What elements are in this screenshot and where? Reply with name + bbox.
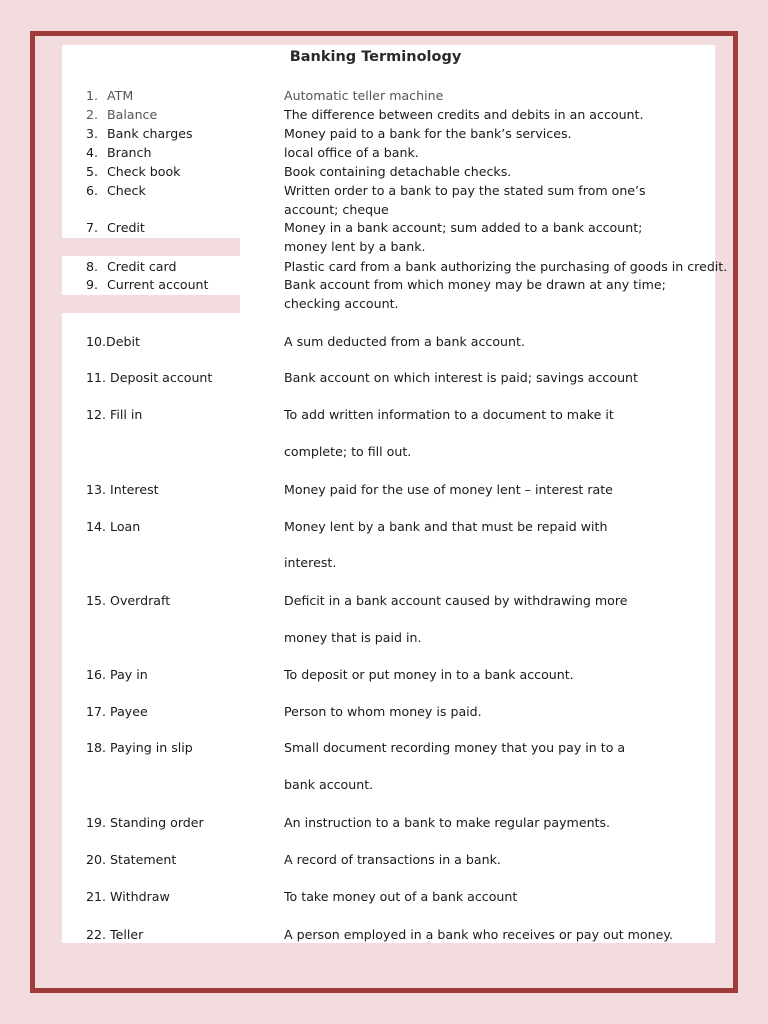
definition-line: Written order to a bank to pay the stated sum from one’s [284, 183, 646, 198]
term-definition [284, 517, 724, 572]
term-name: Standing order [106, 815, 204, 830]
term-number: 3. [86, 126, 99, 141]
term-definition [284, 925, 724, 944]
term-number: 8. [86, 259, 99, 274]
term-name: Credit [107, 220, 145, 235]
term-label [86, 517, 140, 536]
term-name: Payee [106, 704, 148, 719]
term-label [86, 591, 170, 610]
definition-line: A record of transactions in a bank. [284, 852, 501, 867]
term-definition [284, 275, 724, 313]
term-definition [284, 813, 724, 832]
term-label [86, 702, 148, 721]
definition-line: The difference between credits and debits in an account. [284, 107, 644, 122]
definition-line: Small document recording money that you pay in to a [284, 740, 626, 755]
term-label [86, 257, 176, 276]
definition-line: Bank account on which interest is paid; savings account [284, 370, 638, 385]
highlight-strip [62, 295, 240, 313]
term-definition [284, 162, 724, 181]
term-label [86, 665, 148, 684]
term-number: 7. [86, 220, 99, 235]
term-number: 20. [86, 852, 107, 867]
term-number: 18. [86, 740, 107, 755]
term-definition [284, 86, 724, 105]
term-definition [284, 850, 724, 869]
term-label [86, 275, 208, 294]
term-name: Withdraw [106, 889, 170, 904]
term-label [86, 813, 204, 832]
definition-line: Automatic teller machine [284, 88, 444, 103]
definition-line: Money in a bank account; sum added to a bank account; [284, 220, 643, 235]
term-definition [284, 105, 724, 124]
term-definition [284, 124, 724, 143]
term-definition [284, 480, 724, 499]
term-definition [284, 702, 724, 721]
term-number: 21. [86, 889, 107, 904]
term-name: Debit [106, 334, 140, 349]
definition-line: To deposit or put money in to a bank account. [284, 667, 574, 682]
term-label [86, 218, 145, 237]
term-label [86, 181, 146, 200]
definition-line: Money paid to a bank for the bank’s services. [284, 126, 572, 141]
definition-line: complete; to fill out. [284, 444, 412, 459]
term-number: 6. [86, 183, 99, 198]
term-name: Balance [107, 107, 158, 122]
term-number: 2. [86, 107, 99, 122]
definition-line: Money lent by a bank and that must be repaid with [284, 519, 608, 534]
term-number: 13. [86, 482, 107, 497]
definition-line: Person to whom money is paid. [284, 704, 482, 719]
definition-line: To add written information to a document to make it [284, 407, 614, 422]
definition-line: money that is paid in. [284, 630, 422, 645]
term-label [86, 86, 133, 105]
term-definition [284, 591, 724, 647]
term-label [86, 105, 157, 124]
term-name: ATM [107, 88, 134, 103]
highlight-strip [62, 238, 240, 256]
term-name: Teller [106, 927, 144, 942]
term-label [86, 850, 176, 869]
term-label [86, 925, 143, 944]
term-name: Bank charges [107, 126, 193, 141]
term-name: Credit card [107, 259, 177, 274]
term-definition [284, 368, 724, 387]
term-name: Current account [107, 277, 209, 292]
definition-line: Plastic card from a bank authorizing the purchasing of goods in credit. [284, 259, 728, 274]
term-definition [284, 738, 724, 794]
term-label [86, 368, 212, 387]
term-name: Check book [107, 164, 181, 179]
term-definition [284, 665, 724, 684]
term-name: Loan [106, 519, 141, 534]
term-number: 5. [86, 164, 99, 179]
definition-line: bank account. [284, 777, 374, 792]
term-label [86, 887, 170, 906]
term-number: 16. [86, 667, 107, 682]
term-number: 14. [86, 519, 107, 534]
definition-line: To take money out of a bank account [284, 889, 518, 904]
term-definition [284, 887, 724, 906]
term-name: Overdraft [106, 593, 171, 608]
term-name: Branch [107, 145, 152, 160]
definition-line: Bank account from which money may be drawn at any time; [284, 277, 666, 292]
term-name: Pay in [106, 667, 148, 682]
term-name: Fill in [106, 407, 143, 422]
term-name: Statement [106, 852, 177, 867]
definition-line: checking account. [284, 296, 399, 311]
term-label [86, 124, 193, 143]
term-label [86, 480, 159, 499]
term-definition [284, 181, 724, 219]
term-definition [284, 332, 724, 351]
term-name: Paying in slip [106, 740, 193, 755]
term-number: 15. [86, 593, 107, 608]
term-label [86, 405, 142, 424]
term-number: 4. [86, 145, 99, 160]
term-label [86, 143, 151, 162]
term-number: 9. [86, 277, 99, 292]
term-number: 1. [86, 88, 99, 103]
term-number: 10. [86, 334, 107, 349]
term-label [86, 332, 140, 351]
definition-line: interest. [284, 555, 337, 570]
term-definition [284, 257, 728, 276]
term-number: 17. [86, 704, 107, 719]
definition-line: A sum deducted from a bank account. [284, 334, 525, 349]
term-name: Interest [106, 482, 159, 497]
definition-line: Book containing detachable checks. [284, 164, 512, 179]
term-number: 19. [86, 815, 107, 830]
definition-line: local office of a bank. [284, 145, 419, 160]
definition-line: An instruction to a bank to make regular payments. [284, 815, 611, 830]
term-label [86, 738, 193, 757]
definition-line: A person employed in a bank who receives or pay out money. [284, 927, 674, 942]
term-name: Check [107, 183, 146, 198]
term-definition [284, 218, 724, 256]
definition-line: money lent by a bank. [284, 239, 426, 254]
term-definition [284, 143, 724, 162]
page-title: Banking Terminology [289, 49, 462, 65]
definition-line: Money paid for the use of money lent – interest rate [284, 482, 613, 497]
term-number: 11. [86, 370, 107, 385]
term-label [86, 162, 180, 181]
definition-line: Deficit in a bank account caused by withdrawing more [284, 593, 628, 608]
definition-line: account; cheque [284, 202, 389, 217]
term-number: 22. [86, 927, 107, 942]
term-number: 12. [86, 407, 107, 422]
term-definition [284, 405, 724, 461]
term-name: Deposit account [106, 370, 213, 385]
